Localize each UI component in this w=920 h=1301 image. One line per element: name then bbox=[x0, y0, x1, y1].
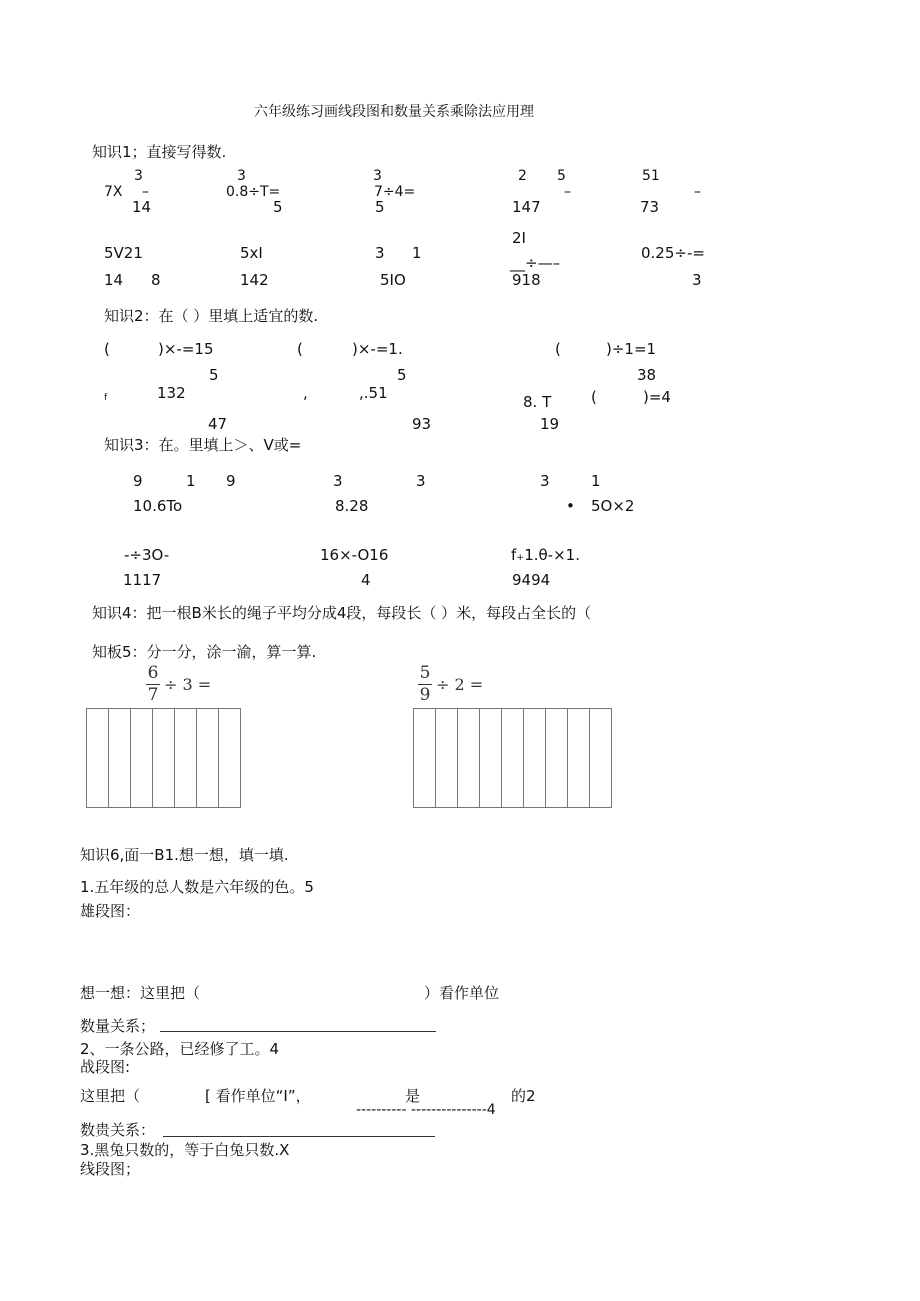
k2-r2-7: )=4 bbox=[643, 388, 671, 406]
k1-r2-bot-3: 142 bbox=[240, 271, 269, 289]
k5-right-grid[interactable] bbox=[413, 708, 612, 808]
k3-r1-bot-1: 10.6To bbox=[133, 497, 183, 515]
k1-r2-top-5: 2I bbox=[512, 229, 526, 247]
k6-q1-relation-blank[interactable] bbox=[160, 1031, 436, 1032]
k2-r2-6: ( bbox=[591, 388, 597, 406]
k2-r1-5: ( bbox=[555, 340, 561, 358]
k1-r1-bot-5: 73 bbox=[640, 198, 660, 216]
k1-r1-mid-3: 0.8÷T= bbox=[226, 184, 281, 200]
k2-r2-under-1: 47 bbox=[208, 415, 228, 433]
k1-r1-mid-5: – bbox=[564, 184, 571, 200]
k1-r1-mid-4: 7÷4= bbox=[374, 184, 416, 200]
k2-r1-under-1: 5 bbox=[209, 366, 219, 384]
k2-r2-under-3: 19 bbox=[540, 415, 560, 433]
k6-q3-text: 3.黑兔只数的，等于白兔只数.X bbox=[80, 1141, 290, 1159]
k1-r1-top-6: 51 bbox=[642, 168, 660, 184]
k6-q2-here-prefix: 这里把（ bbox=[80, 1087, 141, 1105]
k5-right-numerator: 5 bbox=[419, 663, 431, 683]
k2-heading: 知识2：在（ ）里填上适宜的数. bbox=[104, 307, 319, 325]
k2-r1-under-2: 5 bbox=[397, 366, 407, 384]
k1-r1-bot-1: 14 bbox=[132, 198, 152, 216]
k1-r2-bot-2: 8 bbox=[151, 271, 161, 289]
k3-r1-top-4: 3 bbox=[333, 472, 343, 490]
grid-cell[interactable] bbox=[175, 709, 197, 807]
k3-r1-top-1: 9 bbox=[133, 472, 143, 490]
k1-r2-top-3: 3 bbox=[375, 244, 385, 262]
k3-r1-top-5: 3 bbox=[416, 472, 426, 490]
k1-r1-bot-4: 147 bbox=[512, 198, 541, 216]
k6-q2-of: 的2 bbox=[511, 1087, 536, 1105]
k5-right-operation: ÷ 2 = bbox=[436, 675, 484, 694]
grid-cell[interactable] bbox=[458, 709, 480, 807]
k2-r2-3: , bbox=[303, 384, 308, 402]
k6-q2-here-mid: [ 看作单位“I”， bbox=[205, 1087, 311, 1105]
k6-q1-relation-label: 数量关系； bbox=[80, 1017, 156, 1035]
k5-heading: 知板5：分一分，涂一渝，算一算. bbox=[92, 643, 317, 661]
k3-r2-bot-2: 4 bbox=[361, 571, 371, 589]
k3-r1-top-6: 3 bbox=[540, 472, 550, 490]
k3-r1-bot-2: 8.28 bbox=[335, 497, 369, 515]
k1-r1-mid-2: – bbox=[142, 184, 149, 200]
grid-cell[interactable] bbox=[414, 709, 436, 807]
k1-r2-bot-4: 5IO bbox=[380, 271, 406, 289]
k6-q2-relation-label: 数贵关系： bbox=[80, 1121, 156, 1139]
k2-r2-2: 132 bbox=[157, 384, 186, 402]
k3-r1-bot-4: 5O×2 bbox=[591, 497, 635, 515]
k6-q2-relation-blank[interactable] bbox=[163, 1136, 435, 1137]
k1-r2-top-4: 1 bbox=[412, 244, 422, 262]
k3-r2-top-3: f₊1.θ-×1. bbox=[511, 546, 580, 564]
grid-cell[interactable] bbox=[480, 709, 502, 807]
k3-r2-top-1: -÷3O- bbox=[124, 546, 170, 564]
grid-cell[interactable] bbox=[502, 709, 524, 807]
grid-cell[interactable] bbox=[197, 709, 219, 807]
k3-r1-bot-3: • bbox=[566, 497, 575, 515]
k3-r2-bot-1: 1117 bbox=[123, 571, 162, 589]
grid-cell[interactable] bbox=[153, 709, 175, 807]
grid-cell[interactable] bbox=[590, 709, 611, 807]
k6-q1-think-prefix: 想一想：这里把（ bbox=[80, 984, 201, 1002]
k2-r1-3: ( bbox=[297, 340, 303, 358]
grid-cell[interactable] bbox=[524, 709, 546, 807]
grid-cell[interactable] bbox=[436, 709, 458, 807]
k1-r2-bot-5: 918 bbox=[512, 271, 541, 289]
k6-q1-diagram-label: 雄段图： bbox=[80, 902, 141, 920]
k6-q2-diagram-label: 战段图: bbox=[80, 1058, 131, 1076]
k2-r1-under-3: 38 bbox=[637, 366, 657, 384]
k5-left-numerator: 6 bbox=[147, 663, 159, 683]
k3-r1-top-3: 9 bbox=[226, 472, 236, 490]
k1-r1-bot-2: 5 bbox=[273, 198, 283, 216]
k2-r2-4: ,.51 bbox=[359, 384, 388, 402]
k2-r1-1: ( bbox=[104, 340, 110, 358]
k3-r2-bot-3: 9494 bbox=[512, 571, 551, 589]
k1-r2-bot-1: 14 bbox=[104, 271, 124, 289]
k6-heading: 知识6,面一B1.想一想，填一填. bbox=[80, 846, 289, 864]
k3-r2-top-2: 16×-O16 bbox=[320, 546, 389, 564]
k6-q2-dash-line: ---------- ---------------4 bbox=[356, 1102, 496, 1118]
k5-left-operation: ÷ 3 = bbox=[164, 675, 212, 694]
k3-r1-top-2: 1 bbox=[186, 472, 196, 490]
k2-r2-1: f bbox=[104, 393, 108, 403]
grid-cell[interactable] bbox=[131, 709, 153, 807]
k5-left-denominator: 7 bbox=[147, 685, 159, 705]
k1-r1-top-4: 2 bbox=[518, 168, 527, 184]
grid-cell[interactable] bbox=[546, 709, 568, 807]
page-title: 六年级练习画线段图和数量关系乘除法应用理 bbox=[254, 104, 534, 120]
k1-r1-bot-3: 5 bbox=[375, 198, 385, 216]
k1-r2-bot-6: 3 bbox=[692, 271, 702, 289]
k1-r1-top-2: 3 bbox=[237, 168, 246, 184]
k5-right-denominator: 9 bbox=[419, 685, 431, 705]
k6-q3-diagram-label: 线段图； bbox=[80, 1160, 141, 1178]
grid-cell[interactable] bbox=[109, 709, 131, 807]
k2-r2-under-2: 93 bbox=[412, 415, 432, 433]
k2-r1-4: )×-=1. bbox=[352, 340, 403, 358]
grid-cell[interactable] bbox=[568, 709, 590, 807]
k2-r1-2: )×-=15 bbox=[158, 340, 214, 358]
k4-text: 知识4：把一根B米长的绳子平均分成4段，每段长（ ）米，每段占全长的（ bbox=[92, 604, 592, 622]
k2-r2-5: 8. T bbox=[523, 393, 552, 411]
k1-r1-mid-6: – bbox=[694, 184, 701, 200]
grid-cell[interactable] bbox=[219, 709, 240, 807]
k6-q1-text: 1.五年级的总人数是六年级的色。5 bbox=[80, 878, 314, 896]
k1-r2-top-2: 5xI bbox=[240, 244, 263, 262]
k1-r2-top-6: 0.25÷-= bbox=[641, 244, 705, 262]
k5-left-grid[interactable] bbox=[86, 708, 241, 808]
k1-r1-top-1: 3 bbox=[134, 168, 143, 184]
k6-q1-think-suffix: ）看作单位 bbox=[424, 984, 500, 1002]
k1-r1-top-5: 5 bbox=[557, 168, 566, 184]
grid-cell[interactable] bbox=[87, 709, 109, 807]
k1-r1-mid-1: 7X bbox=[104, 184, 123, 200]
k1-r2-mid-1: __÷—– bbox=[510, 254, 561, 272]
k3-heading: 知识3：在。里填上＞、V或= bbox=[104, 436, 302, 454]
k1-r1-top-3: 3 bbox=[373, 168, 382, 184]
k2-r1-6: )÷1=1 bbox=[606, 340, 657, 358]
k6-q2-text: 2、一条公路，已经修了工。4 bbox=[80, 1040, 280, 1058]
k1-r2-top-1: 5V21 bbox=[104, 244, 143, 262]
k1-heading: 知识1；直接写得数. bbox=[92, 143, 227, 161]
k3-r1-top-7: 1 bbox=[591, 472, 601, 490]
k6-q2-is: 是 bbox=[405, 1087, 421, 1105]
